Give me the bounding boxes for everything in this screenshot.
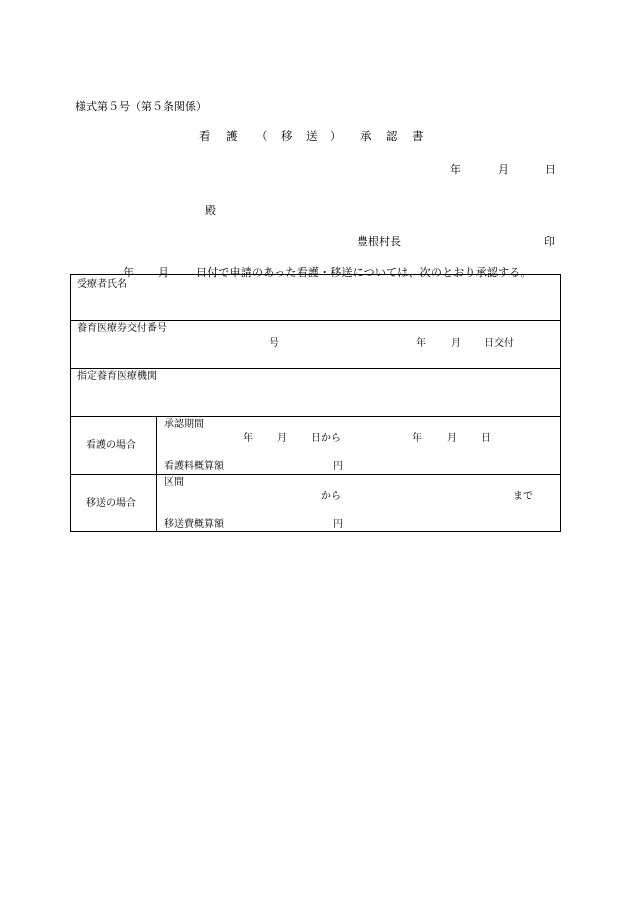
period-to-month: 月 bbox=[447, 433, 457, 444]
certificate-issued-day: 日交付 bbox=[484, 338, 514, 349]
nursing-case-label: 看護の場合 bbox=[86, 440, 136, 451]
period-from-year: 年 bbox=[243, 433, 253, 444]
patient-name-label: 受療者氏名 bbox=[77, 279, 127, 290]
title-char: 認 bbox=[386, 129, 398, 143]
title-char: 護 bbox=[226, 129, 238, 143]
period-from-month: 月 bbox=[277, 433, 287, 444]
issuer-name: 豊根村長 bbox=[357, 235, 401, 248]
approval-period-label: 承認期間 bbox=[164, 419, 204, 430]
date-year: 年 bbox=[450, 163, 461, 176]
row-divider bbox=[71, 368, 560, 369]
certificate-year: 年 bbox=[416, 338, 426, 349]
intro-year: 年 bbox=[123, 266, 134, 279]
certificate-month: 月 bbox=[451, 338, 461, 349]
title-char: 看 bbox=[199, 129, 211, 143]
row-divider bbox=[71, 320, 560, 321]
section-from: から bbox=[321, 491, 341, 502]
nursing-fee-label: 看護料概算額 bbox=[164, 461, 224, 472]
title-char: （ bbox=[256, 129, 268, 143]
transport-case-label: 移送の場合 bbox=[86, 498, 136, 509]
certificate-number-label: 養育医療券交付番号 bbox=[77, 323, 167, 334]
transport-fee-unit: 円 bbox=[333, 519, 343, 530]
certificate-number-suffix: 号 bbox=[269, 338, 279, 349]
nursing-fee-unit: 円 bbox=[333, 461, 343, 472]
title-char: 承 bbox=[360, 129, 372, 143]
row-divider bbox=[71, 474, 560, 475]
title-char: 送 bbox=[306, 129, 318, 143]
intro-text: 日付で申請のあった看護・移送については、次のとおり承認する。 bbox=[196, 266, 532, 279]
date-day: 日 bbox=[545, 163, 556, 176]
title-char: 書 bbox=[412, 129, 424, 143]
intro-month: 月 bbox=[158, 266, 169, 279]
transport-fee-label: 移送費概算額 bbox=[164, 519, 224, 530]
period-from-day: 日から bbox=[311, 433, 341, 444]
column-divider bbox=[156, 416, 157, 531]
addressee-suffix: 殿 bbox=[205, 204, 216, 217]
seal-mark: 印 bbox=[544, 235, 555, 248]
title-char: ） bbox=[330, 129, 342, 143]
title-char: 移 bbox=[281, 129, 293, 143]
form-number-label: 様式第５号（第５条関係） bbox=[75, 100, 207, 113]
date-month: 月 bbox=[498, 163, 509, 176]
section-to: まで bbox=[513, 491, 533, 502]
period-to-year: 年 bbox=[412, 433, 422, 444]
period-to-day: 日 bbox=[481, 433, 491, 444]
institution-label: 指定養育医療機関 bbox=[77, 371, 157, 382]
section-label: 区間 bbox=[164, 477, 184, 488]
row-divider bbox=[71, 416, 560, 417]
approval-form-table bbox=[70, 274, 561, 532]
